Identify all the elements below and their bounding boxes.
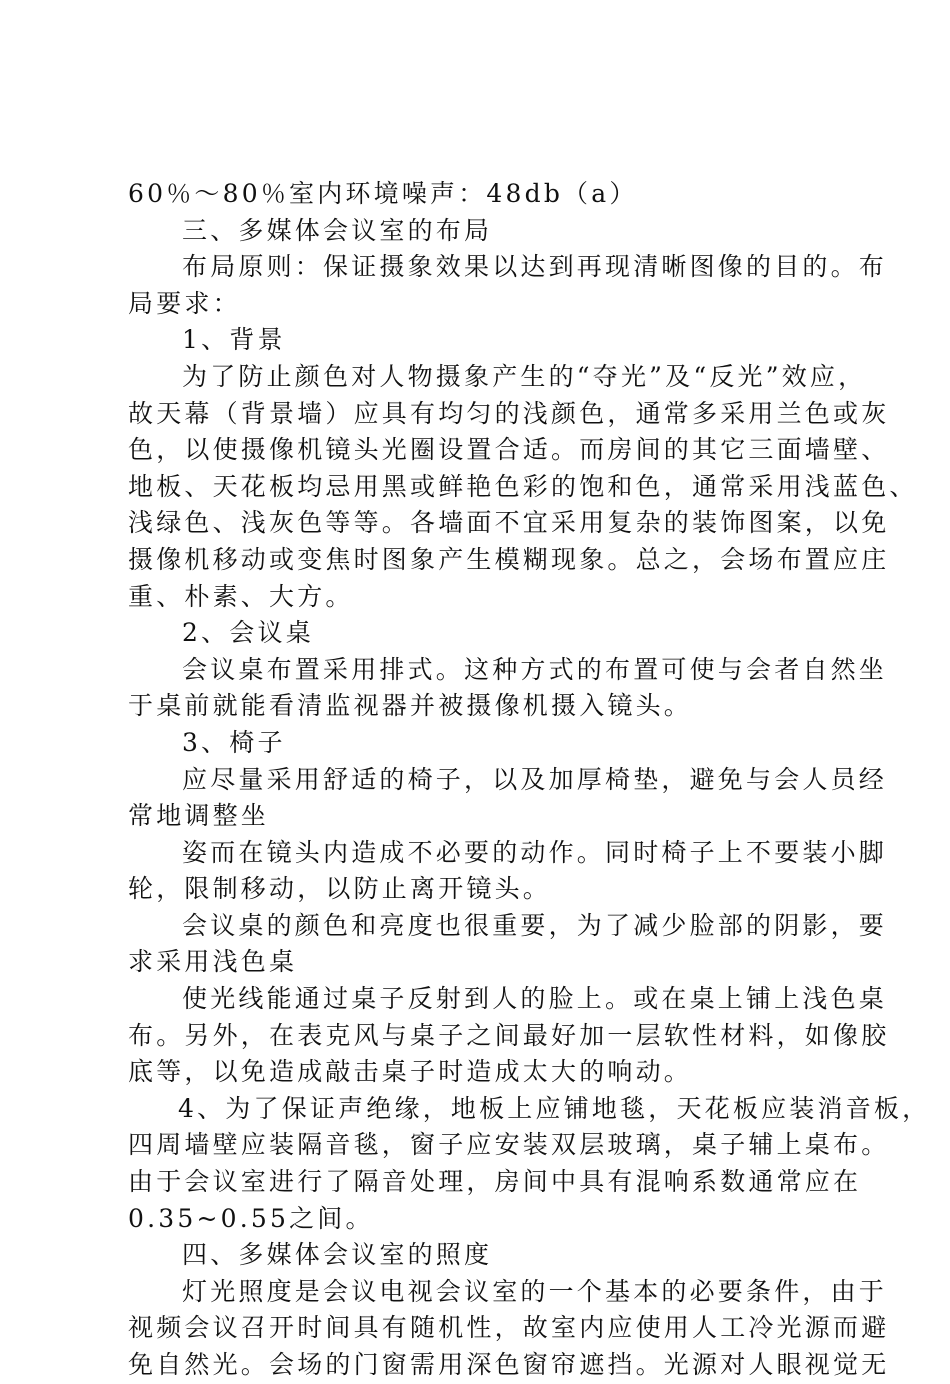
text-line: 故天幕（背景墙）应具有均匀的浅颜色，通常多采用兰色或灰 bbox=[128, 398, 890, 428]
text-line: 轮，限制移动，以防止离开镜头。 bbox=[128, 874, 552, 904]
text-line: 会议桌布置采用排式。这种方式的布置可使与会者自然坐 bbox=[182, 654, 888, 684]
text-line: 重、朴素、大方。 bbox=[128, 581, 354, 611]
subsection-heading: 1、背景 bbox=[182, 325, 286, 355]
text-line: 浅绿色、浅灰色等等。各墙面不宜采用复杂的装饰图案，以免 bbox=[128, 508, 890, 538]
subsection-heading: 2、会议桌 bbox=[182, 618, 314, 648]
subsection-heading: 4、为了保证声绝缘，地板上应铺地毯，天花板应装消音板， bbox=[178, 1093, 931, 1123]
text-line: 求采用浅色桌 bbox=[128, 947, 298, 977]
section-heading: 四、多媒体会议室的照度 bbox=[182, 1240, 493, 1270]
text-line: 于桌前就能看清监视器并被摄像机摄入镜头。 bbox=[128, 691, 693, 721]
document-body bbox=[128, 176, 931, 1384]
text-line: 局要求： bbox=[128, 288, 241, 318]
text-line: 使光线能通过桌子反射到人的脸上。或在桌上铺上浅色桌 bbox=[182, 984, 888, 1014]
text-line: 姿而在镜头内造成不必要的动作。同时椅子上不要装小脚 bbox=[182, 837, 888, 867]
text-line: 由于会议室进行了隔音处理，房间中具有混响系数通常应在 bbox=[128, 1167, 862, 1197]
text-line: 摄像机移动或变焦时图象产生模糊现象。总之，会场布置应庄 bbox=[128, 544, 890, 574]
text-line: 常地调整坐 bbox=[128, 801, 270, 831]
text-line: 60％～80％室内环境噪声：48db（a） bbox=[128, 179, 638, 208]
text-line: 为了防止颜色对人物摄象产生的“夺光”及“反光”效应， bbox=[182, 361, 867, 391]
text-line: 会议桌的颜色和亮度也很重要，为了减少脸部的阴影，要 bbox=[182, 910, 888, 940]
text-line: 底等，以免造成敲击桌子时造成太大的响动。 bbox=[128, 1057, 693, 1087]
text-line: 视频会议召开时间具有随机性，故室内应使用人工冷光源而避 bbox=[128, 1313, 890, 1343]
text-line: 四周墙壁应装隔音毯，窗子应安装双层玻璃，桌子辅上桌布。 bbox=[128, 1130, 890, 1160]
text-line: 免自然光。会场的门窗需用深色窗帘遮挡。光源对人眼视觉无 bbox=[128, 1350, 890, 1379]
text-line: 0.35~0.55之间。 bbox=[128, 1203, 374, 1233]
text-line: 灯光照度是会议电视会议室的一个基本的必要条件，由于 bbox=[182, 1276, 888, 1306]
text-line: 色，以使摄像机镜头光圈设置合适。而房间的其它三面墙壁、 bbox=[128, 435, 890, 465]
section-heading: 三、多媒体会议室的布局 bbox=[182, 215, 493, 245]
text-line: 应尽量采用舒适的椅子，以及加厚椅垫，避免与会人员经 bbox=[182, 764, 888, 794]
text-line: 地板、天花板均忌用黑或鲜艳色彩的饱和色，通常采用浅蓝色、 bbox=[128, 471, 918, 501]
text-line: 布。另外，在表克风与桌子之间最好加一层软性材料，如像胶 bbox=[128, 1020, 890, 1050]
subsection-heading: 3、椅子 bbox=[182, 727, 286, 757]
text-line: 布局原则：保证摄象效果以达到再现清晰图像的目的。布 bbox=[182, 252, 888, 282]
